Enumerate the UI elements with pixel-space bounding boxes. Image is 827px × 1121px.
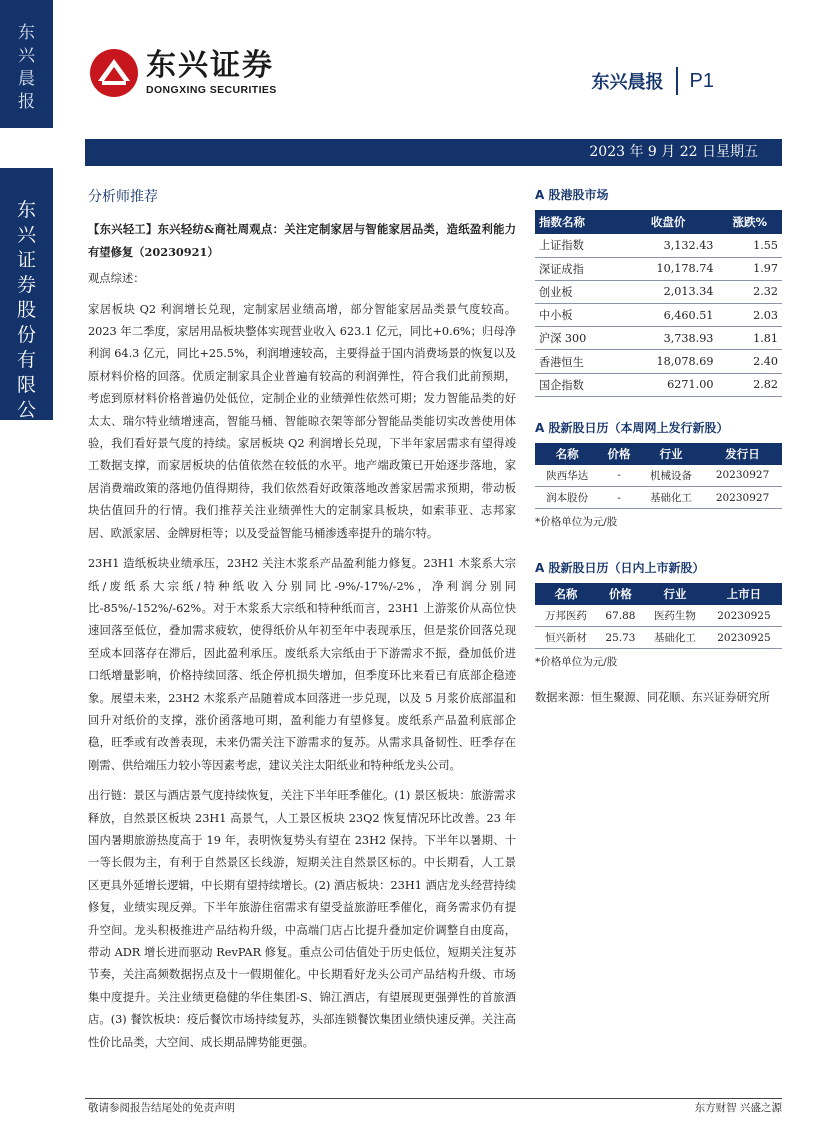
market-sidebar <box>535 186 782 708</box>
price-unit-note: *价格单位为元/股 <box>535 515 618 528</box>
index-name: 国企指数 <box>535 373 619 396</box>
column-header: 上市日 <box>706 583 782 605</box>
sidebar-char: 有 <box>16 349 36 371</box>
stock-price: 25.73 <box>597 627 644 649</box>
article-subhead: 观点综述： <box>88 272 145 286</box>
sidebar-char: 兴 <box>16 224 36 246</box>
sidebar-char: 东 <box>16 199 36 221</box>
column-header: 行业 <box>644 583 706 605</box>
stock-price: 67.88 <box>597 605 644 627</box>
page-number: P1 <box>689 69 714 92</box>
change-pct: 2.03 <box>717 304 782 327</box>
sidebar-char: 司 <box>16 424 36 446</box>
table-header-row <box>535 583 782 605</box>
sidebar-char: 股 <box>16 299 36 321</box>
stock-name: 恒兴新材 <box>535 627 597 649</box>
listing-date: 20230925 <box>706 627 782 649</box>
index-name: 香港恒生 <box>535 350 619 373</box>
table-header-row <box>535 210 782 234</box>
index-name: 创业板 <box>535 280 619 303</box>
table-header-row <box>535 443 782 465</box>
sidebar-report-name <box>0 0 53 128</box>
stock-industry: 基础化工 <box>639 487 703 509</box>
stock-industry: 机械设备 <box>639 465 703 487</box>
sidebar-char: 证 <box>16 249 36 271</box>
table-row <box>535 627 782 649</box>
table-row <box>535 465 782 487</box>
index-name: 中小板 <box>535 304 619 327</box>
close-price: 3,132.43 <box>619 234 718 257</box>
close-price: 2,013.34 <box>619 280 718 303</box>
column-header: 价格 <box>599 443 639 465</box>
column-header: 行业 <box>639 443 703 465</box>
ipo-day-table <box>535 583 782 649</box>
logo-english-name: DONGXING SECURITIES <box>146 84 277 96</box>
sidebar-char: 限 <box>16 374 36 396</box>
analyst-recommendation <box>88 186 516 1062</box>
company-slogan: 东方财智 兴盛之源 <box>694 1102 782 1114</box>
close-price: 6,460.51 <box>619 304 718 327</box>
market-table <box>535 210 782 397</box>
change-pct: 2.32 <box>717 280 782 303</box>
disclaimer-notice: 敬请参阅报告结尾处的免责声明 <box>88 1102 235 1114</box>
column-header: 发行日 <box>703 443 782 465</box>
change-pct: 2.82 <box>717 373 782 396</box>
report-name: 东兴晨报 <box>591 72 664 93</box>
sidebar-company-name <box>0 168 53 446</box>
change-pct: 2.40 <box>717 350 782 373</box>
index-name: 深证成指 <box>535 257 619 280</box>
stock-industry: 医药生物 <box>644 605 706 627</box>
sidebar-char: 兴 <box>18 46 35 66</box>
ipo-day-title: A 股新股日历（日内上市新股） <box>535 560 705 575</box>
market-table-title: A 股港股市场 <box>535 188 609 202</box>
date-bar: 2023 年 9 月 22 日星期五 <box>85 139 782 166</box>
ipo-week-table <box>535 443 782 509</box>
table-row <box>535 350 782 373</box>
article-title: 【东兴轻工】东兴轻纺&商社周观点：关注定制家居与智能家居品类，造纸盈利能力有望修复（20230921） <box>88 222 516 259</box>
logo-chinese-name: 东兴证券 <box>146 48 274 83</box>
close-price: 18,078.69 <box>619 350 718 373</box>
table-row <box>535 373 782 396</box>
stock-industry: 基础化工 <box>644 627 706 649</box>
column-header: 指数名称 <box>535 210 619 234</box>
stock-price: - <box>599 487 639 509</box>
table-row <box>535 280 782 303</box>
stock-price: - <box>599 465 639 487</box>
table-row <box>535 234 782 257</box>
table-row <box>535 304 782 327</box>
close-price: 10,178.74 <box>619 257 718 280</box>
column-header: 涨跌% <box>717 210 782 234</box>
header-divider <box>676 67 678 95</box>
index-name: 沪深 300 <box>535 327 619 350</box>
ipo-week-title: A 股新股日历（本周网上发行新股） <box>535 420 729 435</box>
column-header: 名称 <box>535 443 599 465</box>
column-header: 名称 <box>535 583 597 605</box>
listing-date: 20230925 <box>706 605 782 627</box>
article-paragraph: 家居板块 Q2 利润增长兑现，定制家居业绩高增，部分智能家居品类景气度较高。2023 年二季度，家居用品板块整体实现营业收入 623.1 亿元，同比+0.6%；归母净利润 64.3 亿元，同比+25.5%，利润增速较高，主要得益于国内消费场景的恢复以及原材料价格的回落。优质定制家具企业普遍有较高的利润弹性，符合我们此前预期，考虑到原材料价格普遍仍处低位，定制企业的业绩弹性依然可期；发力智能品类的好太太、瑞尔特业绩增速高，智能马桶、智能晾衣架等部分智能品类能切实改善使用体验，我们看好景气度的持续。家居板块 Q2 利润增长兑现，下半年家居需求有望得竣工数据支撑，而家居板块的估值依然在较低的水平。地产端政策已开始逐步落地，家居消费端政策的落地仍值得期待，我们依然看好政策落地改善家居需求预期，带动板块估值回升的行情。我们推荐关注业绩弹性大的定制家具板块，如索菲亚、志邦家居、欧派家居、金牌厨柜等；以及受益智能马桶渗透率提升的瑞尔特。 <box>88 302 516 540</box>
sidebar-char: 份 <box>16 324 36 346</box>
sidebar-char: 券 <box>16 274 36 296</box>
change-pct: 1.97 <box>717 257 782 280</box>
stock-name: 万邦医药 <box>535 605 597 627</box>
index-name: 上证指数 <box>535 234 619 257</box>
issue-date: 20230927 <box>703 465 782 487</box>
report-header <box>592 67 714 95</box>
column-header: 价格 <box>597 583 644 605</box>
close-price: 6271.00 <box>619 373 718 396</box>
change-pct: 1.81 <box>717 327 782 350</box>
sidebar-char: 公 <box>16 399 36 421</box>
data-source: 数据来源：恒生聚源、同花顺、东兴证券研究所 <box>535 691 770 704</box>
stock-name: 润本股份 <box>535 487 599 509</box>
close-price: 3,738.93 <box>619 327 718 350</box>
table-row <box>535 487 782 509</box>
table-row <box>535 327 782 350</box>
column-header: 收盘价 <box>619 210 718 234</box>
sidebar-char: 报 <box>18 92 35 112</box>
issue-date: 20230927 <box>703 487 782 509</box>
company-logo <box>88 47 277 99</box>
logo-emblem-icon <box>88 47 140 99</box>
section-title: 分析师推荐 <box>88 189 158 205</box>
stock-name: 陕西华达 <box>535 465 599 487</box>
sidebar-char: 东 <box>18 23 35 43</box>
table-row <box>535 605 782 627</box>
change-pct: 1.55 <box>717 234 782 257</box>
article-paragraph: 23H1 造纸板块业绩承压，23H2 关注木浆系产品盈利能力修复。23H1 木浆系大宗纸/废纸系大宗纸/特种纸收入分别同比-9%/-17%/-2%，净利润分别同比-85%/-152%/-62%。对于木浆系大宗纸和特种纸而言，23H1 上游浆价从高位快速回落至低位，叠加需求疲软，使得纸价从年初至年中表现承压，但是浆价回落兑现至成本回落存在滞后，因此盈利承压。废纸系大宗纸由于下游需求不振，叠加低价进口纸增量影响，价格持续回落、纸企停机损失增加，但季度环比来看已有底部企稳迹象。展望未来，23H2 木浆系产品随着成本回落进一步兑现，以及 5 月浆价底部温和回升对纸价的支撑，涨价函落地可期，盈利能力有望修复。废纸系产品盈利底部企稳，旺季或有改善表现，未来仍需关注下游需求的复苏。从需求具备韧性、旺季存在刚需、供给端压力较小等因素考虑，建议关注太阳纸业和特种纸龙头公司。 <box>88 557 516 772</box>
sidebar-char: 晨 <box>18 69 35 89</box>
article-paragraph: 出行链：景区与酒店景气度持续恢复，关注下半年旺季催化。(1) 景区板块：旅游需求释放，自然景区板块 23H1 高景气，人工景区板块 23Q2 恢复情况环比改善。23 年国内暑期旅游热度高于 19 年，表明恢复势头有望在 23H2 保持。下半年以暑期、十一等长假为主，有利于自然景区长线游，短期关注自然景区标的。中长期看，人工景区更具外延增长逻辑，中长期有望持续增长。(2) 酒店板块：23H1 酒店龙头经营持续修复，业绩实现反弹。下半年旅游住宿需求有望受益旅游旺季催化，商务需求仍有提升空间。龙头积极推进产品结构升级，中高端门店占比提升叠加定价调整自由度高，带动 ADR 增长进而驱动 RevPAR 修复。重点公司估值处于历史低位，短期关注复苏节奏，关注高频数据拐点及十一假期催化。中长期看好龙头公司产品结构升级、市场集中度提升。关注业绩更稳健的华住集团-S、锦江酒店，有望展现更强弹性的首旅酒店。(3) 餐饮板块：疫后餐饮市场持续复苏，头部连锁餐饮集团业绩快速反弹。关注高性价比品类，大空间、成长期品牌势能更强。 <box>88 789 516 1049</box>
table-row <box>535 257 782 280</box>
footer-divider <box>85 1098 782 1099</box>
price-unit-note: *价格单位为元/股 <box>535 656 618 668</box>
